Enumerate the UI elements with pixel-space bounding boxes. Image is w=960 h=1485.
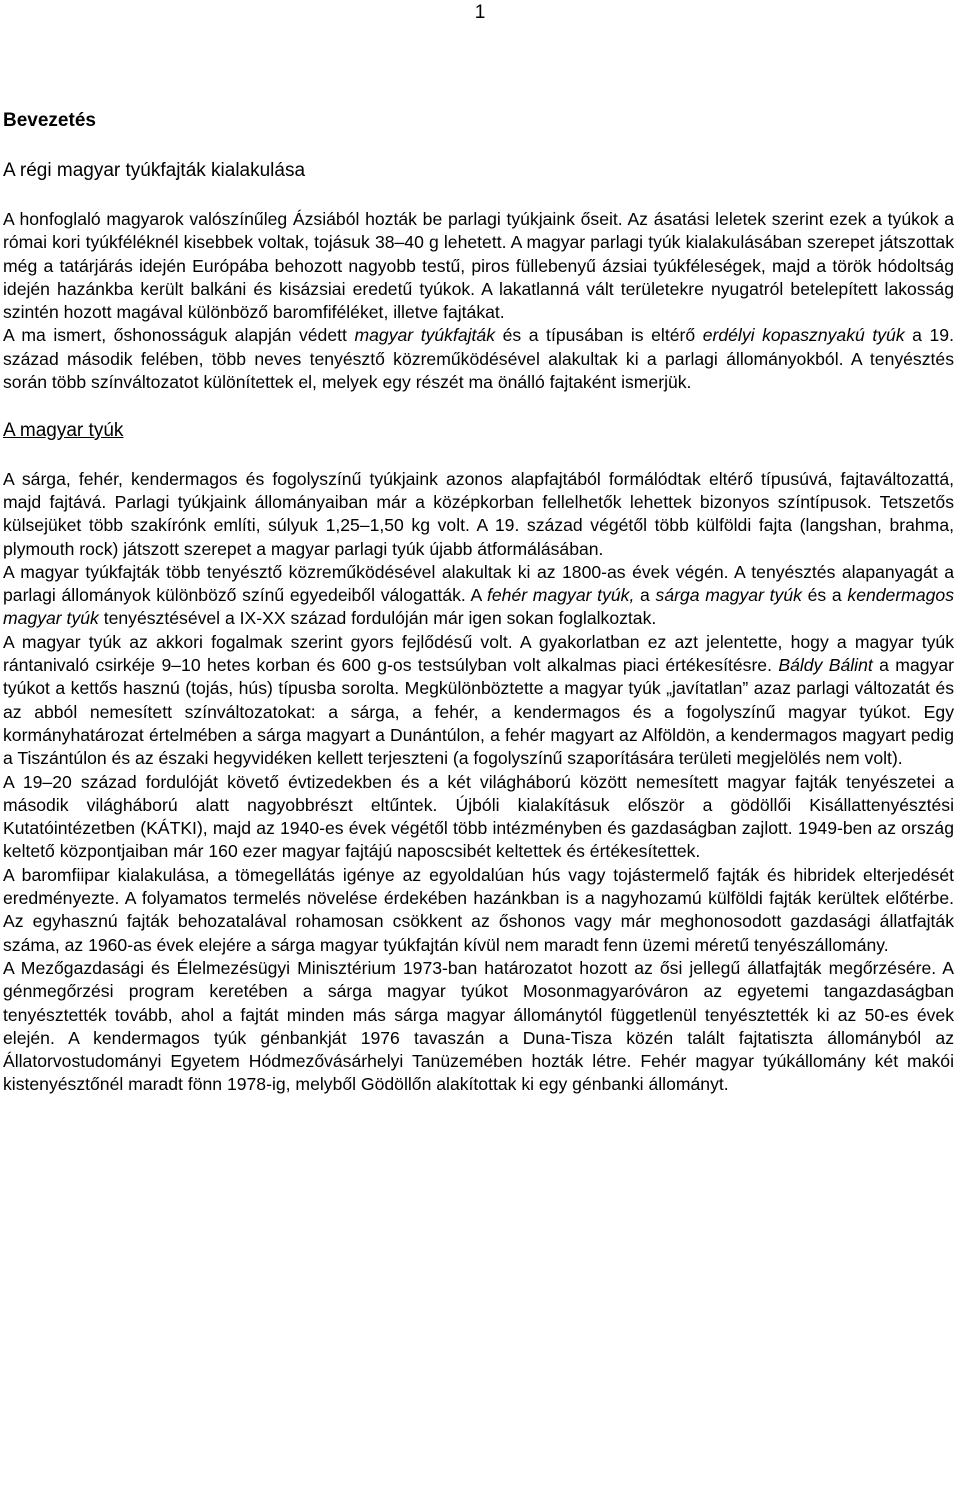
paragraph-color-types: A sárga, fehér, kendermagos és fogolyszínű tyúkjaink azonos alapfajtából formálódtak eltérő típusúvá, fajtaváltozattá, majd fajtává. Parlagi tyúkjaink állományaiban már a középkorban fellelhetők lehettek bizonyos színtípusok. Tetszetős külsejüket több szakírónk említi, súlyuk 1,25–1,50 kg volt. A 19. század végétől több külföldi fajta (langshan, brahma, plymouth rock) játszott szerepet a magyar parlagi tyúk újabb átformálásában. [3,468,954,559]
paragraph-protected-breeds: A ma ismert, őshonosságuk alapján védett magyar tyúkfajták és a típusában is eltérő erdélyi kopasznyakú tyúk a 19. század második felében, több neves tenyésztő közreműködésével alakultak ki a parlagi állományokból. A tenyésztés során több színváltozatot különítettek el, melyek egy részét ma önálló fajtaként ismerjük. [3,325,954,393]
section-title-old-breeds: A régi magyar tyúkfajták kialakulása [3,160,306,181]
paragraph-breeders: A magyar tyúkfajták több tenyésztő közreműködésével alakultak ki az 1800-as évek végén. A tenyésztés alapanyagát a parlagi állományok különböző színű egyedeiből válogatták. A fehér magyar tyúk, a sárga magyar tyúk és a kendermagos magyar tyúk tenyésztésével a IX-XX század fordulóján már igen sokan foglalkoztak. [3,561,954,629]
term-sarga-magyar: sárga magyar tyúk [655,585,802,606]
heading-introduction: Bevezetés [3,110,96,131]
paragraph-poultry-industry: A baromfiipar kialakulása, a tömegellátás igénye az egyoldalúan hús vagy tojástermelő fajták és hibridek elterjedését eredményezte. A folyamatos termelés növelése érdekében hazánkban is a nagyhozamú külföldi fajták kerültek előtérbe. Az egyhasznú fajták behozatalával rohamosan csökkent az őshonos vagy már meghonosodott gazdasági állatfajták száma, az 1960-as évek elejére a sárga magyar tyúkfajtán kívül nem maradt fenn üzemi méretű tenyészállomány. [3,864,954,955]
page-number: 1 [474,2,486,23]
person-baldy-balint: Báldy Bálint [778,655,873,676]
term-erdelyi-kopasznyaku: erdélyi kopasznyakú tyúk [702,325,905,346]
paragraph-gene-conservation: A Mezőgazdasági és Élelmezésügyi Minisztérium 1973-ban határozatot hozott az ősi jellegű állatfajták megőrzésére. A génmegőrzési program keretében a sárga magyar tyúkot Mosonmagyaróváron az egyetemi tangazdaságban tenyésztették tovább, ahol a fajtát minden más sárga magyar állománytól függetlenül tenyésztették ki az 50-es évek elején. A kendermagos tyúk génbankját 1976 tavaszán a Duna-Tisza közén talált fajtatiszta állományból az Állatorvostudományi Egyetem Hódmezővásárhelyi Tanüzemében hozták létre. Fehér magyar tyúkállomány két makói kistenyésztőnél maradt fönn 1978-ig, melyből Gödöllőn alakítottak ki egy génbanki állományt. [3,957,954,1095]
document-body [3,108,954,1097]
paragraph-growth: A magyar tyúk az akkori fogalmak szerint gyors fejlődésű volt. A gyakorlatban ez azt jelentette, hogy a magyar tyúk rántanivaló csirkéje 9–10 hetes korban és 600 g-os testsúlyban volt alkalmas piaci értékesítésre. Báldy Bálint a magyar tyúkot a kettős hasznú (tojás, hús) típusba sorolta. Megkülönböztette a magyar tyúk „javítatlan” azaz parlagi változatát és az abból nemesített színváltozatokat: a sárga, a fehér, a kendermagos és a fogolyszínű magyar tyúkot. Egy kormányhatározat értelmében a sárga magyart a Dunántúlon, a fehér magyart az Alföldön, a kendermagos magyart pedig a Tiszántúlon és az északi hegyvidéken kellett terjeszteni (a fogolyszínű szaporítására területi megjelölés nem volt). [3,631,954,769]
term-feher-magyar: fehér magyar tyúk, [487,585,635,606]
section-title-magyar-tyuk: A magyar tyúk [3,419,124,441]
paragraph-origins: A honfoglaló magyarok valószínűleg Ázsiából hozták be parlagi tyúkjaink őseit. Az ásatási leletek szerint ezek a tyúkok a római kori tyúkféléknél kisebbek voltak, tojásuk 38–40 g lehetett. A magyar parlagi tyúk kialakulásában szerepet játszottak még a tatárjárás idején Európába behozott nagyobb testű, piros füllebenyű ázsiai tyúkféleségek, majd a török hódoltság idején hazánkba került balkáni és kisázsiai eredetű tyúkok. A lakatlanná vált területekre nyugatról betelepített lakosság szintén hozott magával különböző baromfiféléket, illetve fajtákat. [3,209,954,323]
term-magyar-tyukfajtak: magyar tyúkfajták [354,325,496,346]
paragraph-world-wars: A 19–20 század fordulóját követő évtizedekben és a két világháború között nemesített magyar fajták tenyészetei a második világháború alatt nagyobbrészt eltűntek. Újbóli kialakításuk először a gödöllői Kisállattenyésztési Kutatóintézetben (KÁTKI), majd az 1940-es évek végétől több intézményben és gazdaságban zajlott. 1949-ben az ország keltető központjaiban már 160 ezer magyar fajtájú naposcsibét keltettek és értékesítettek. [3,771,954,862]
term-kendermagos-magyar: kendermagos magyar tyúk [3,585,954,629]
